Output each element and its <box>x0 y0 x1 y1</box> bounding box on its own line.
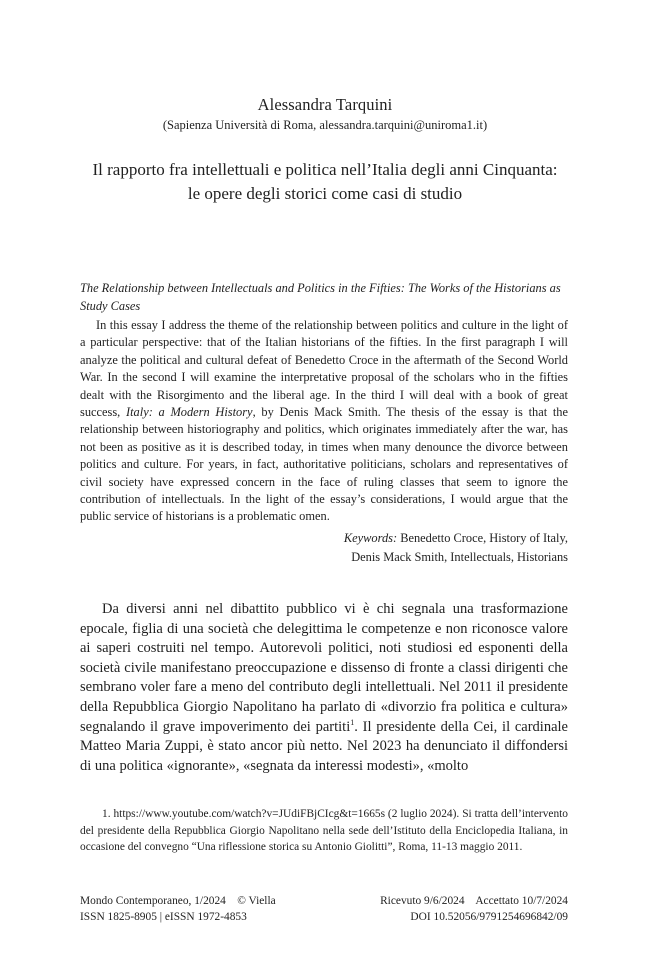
abstract <box>80 317 568 526</box>
author-name: Alessandra Tarquini <box>257 95 393 114</box>
body-text: . Il presidente della Cei, il cardinale Matteo Maria Zuppi, è stato ancor più netto. Nel 2023 ha denunciato il diffondersi di una politica «ignorante», «segnata da interessi modesti», «molto <box>80 718 568 774</box>
doi-info: DOI 10.52056/9791254696842/09 <box>410 911 568 923</box>
author-affiliation: (Sapienza Università di Roma, alessandra.tarquini@uniroma1.it) <box>162 118 488 132</box>
abstract-text: In this essay I address the theme of the relationship between politics and culture in the light of a particular perspective: that of the Italian historians of the fifties. In the first paragraph I will analyze the political and cultural defeat of Benedetto Croce in the aftermath of the Second World War. In the second I will examine the interpretative proposal of the scholars who in the fifties dealt with the Risorgimento and the liberal age. In the third I will deal with a book of great success, <box>80 318 568 420</box>
footer-left <box>80 893 276 925</box>
review-dates: Ricevuto 9/6/2024 Accettato 10/7/2024 <box>380 895 568 907</box>
keywords-list: Benedetto Croce, History of Italy, <box>397 531 568 545</box>
journal-info: Mondo Contemporaneo, 1/2024 © Viella <box>80 895 276 907</box>
title-line: le opere degli storici come casi di studio <box>187 184 463 203</box>
footer-right <box>380 893 568 925</box>
body-paragraph <box>80 600 568 776</box>
english-title: The Relationship between Intellectuals and Politics in the Fifties: The Works of the Historians as Study Cases <box>80 281 561 313</box>
title-line: Il rapporto fra intellettuali e politica nell’Italia degli anni Cinquanta: <box>92 160 558 179</box>
body-text: Da diversi anni nel dibattito pubblico vi è chi segnala una trasformazione epocale, figlia di una società che delegittima le competenze e non riconosce valore ai saperi costruiti nel tempo. Autorevoli politici, noti studiosi ed esponenti della società civile manifestano preoccupazione e dissenso di fronte a classi dirigenti che sembrano voler fare a meno del contributo degli intellettuali. Nel 2011 il presidente della Repubblica Giorgio Napolitano ha parlato di «divorzio fra politica e cultura» segnalando il grave impoverimento dei partiti <box>80 601 568 735</box>
footnote-reference[interactable]: 1 <box>350 717 355 727</box>
keywords-line: Denis Mack Smith, Intellectuals, Historians <box>351 550 568 564</box>
abstract-text: , by Denis Mack Smith. The thesis of the essay is that the relationship between historiography and politics, which originates immediately after the war, has not been as positive as it is described today, in times when many denounce the divorce between politics and culture. For years, in fact, authoritative politicians, scholars and representatives of civil society have expressed concern in the face of ruling classes that seem to ignore the contribution of intellectuals. In the light of the essay’s considerations, I would argue that the public service of historians is a problematic omen. <box>80 405 568 524</box>
article-title <box>60 158 590 206</box>
keywords <box>268 529 568 567</box>
footnote: 1. https://www.youtube.com/watch?v=JUdiFBjCIcg&t=1665s (2 luglio 2024). Si tratta dell’intervento del presidente della Repubblica Giorgio Napolitano nella sede dell’Istituto della Enciclopedia Italiana, in occasione del convegno “Una riflessione storica su Antonio Giolitti”, Roma, 11-13 maggio 2011. <box>80 808 568 854</box>
keywords-label: Keywords: <box>343 531 398 545</box>
book-title: Italy: a Modern History <box>125 405 253 420</box>
issn-info: ISSN 1825-8905 | eISSN 1972-4853 <box>80 911 247 923</box>
keywords-line <box>268 529 568 548</box>
